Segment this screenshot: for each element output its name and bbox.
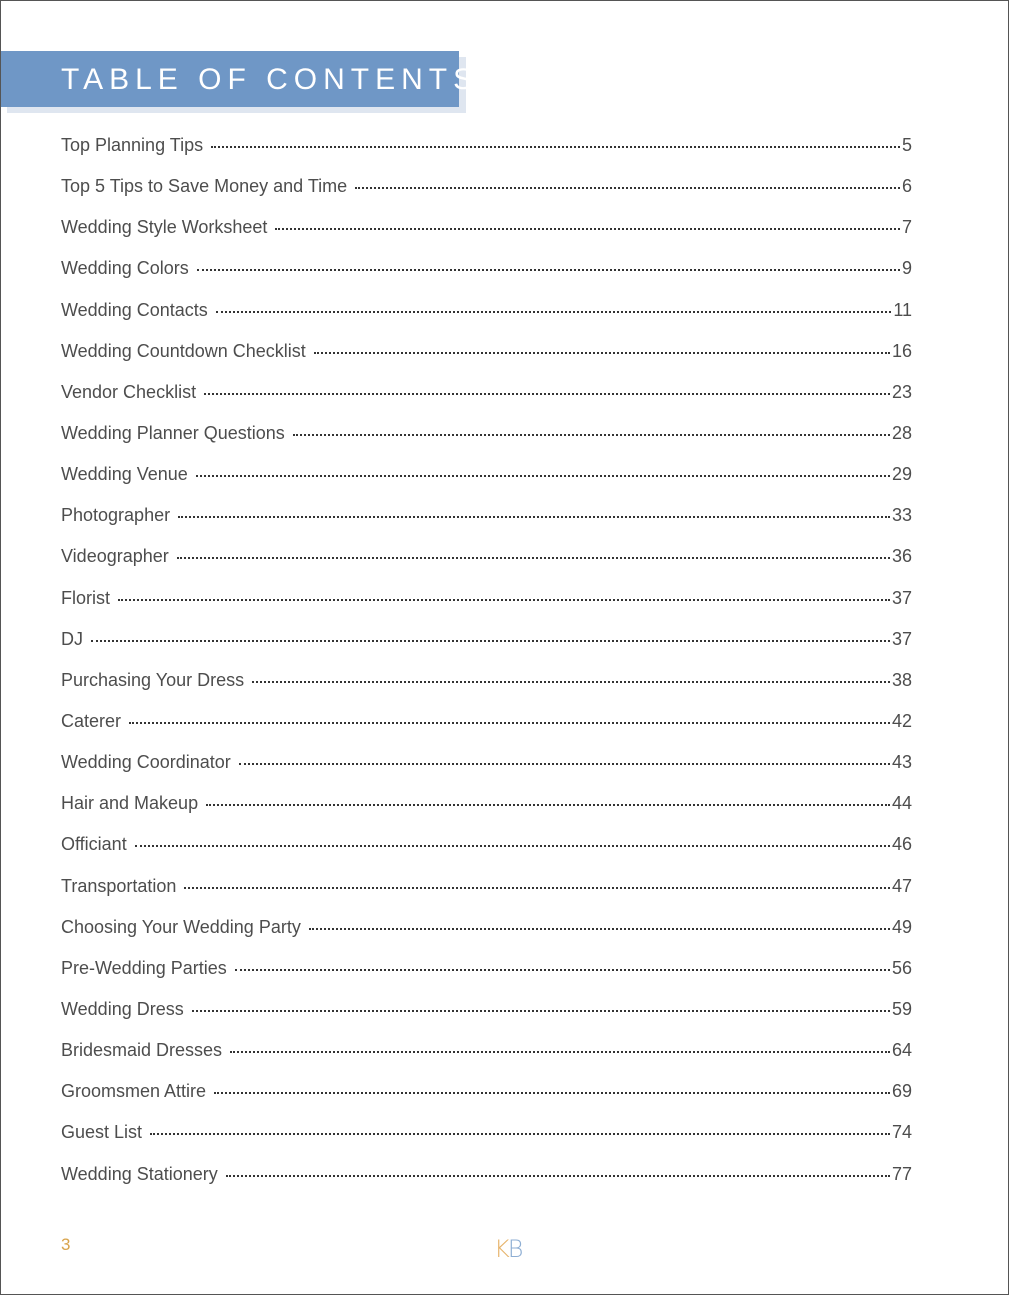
- toc-entry-title: Videographer: [61, 546, 169, 567]
- toc-entry-title: Wedding Planner Questions: [61, 422, 285, 443]
- dot-leader: [150, 1133, 890, 1135]
- toc-entry[interactable]: [61, 464, 912, 505]
- toc-entry-page: 56: [891, 957, 912, 978]
- toc-entry-page: 64: [891, 1040, 912, 1061]
- toc-entry[interactable]: [61, 711, 912, 752]
- toc-entry[interactable]: [61, 217, 912, 258]
- toc-entry-page: 46: [891, 834, 912, 855]
- toc-entry-page: 7: [901, 217, 912, 238]
- toc-entry[interactable]: [61, 546, 912, 587]
- toc-entry-page: 29: [891, 464, 912, 485]
- kb-logo: [494, 1235, 521, 1263]
- toc-entry[interactable]: [61, 917, 912, 958]
- toc-entry[interactable]: [61, 423, 912, 464]
- toc-entry[interactable]: [61, 1081, 912, 1122]
- dot-leader: [230, 1051, 890, 1053]
- toc-entry-page: 38: [891, 669, 912, 690]
- toc-entry-page: 74: [891, 1122, 912, 1143]
- toc-entry-title: Wedding Stationery: [61, 1163, 218, 1184]
- dot-leader: [206, 804, 890, 806]
- dot-leader: [355, 187, 900, 189]
- toc-entry-title: Top Planning Tips: [61, 135, 204, 155]
- toc-entry-title: Wedding Colors: [61, 258, 189, 279]
- toc-entry-page: 59: [891, 998, 912, 1019]
- toc-entry-page: 47: [891, 875, 912, 896]
- toc-entry-title: Caterer: [61, 710, 122, 731]
- toc-entry-page: 43: [891, 752, 912, 773]
- dot-leader: [129, 722, 890, 724]
- dot-leader: [214, 1092, 890, 1094]
- toc-entry[interactable]: [61, 752, 912, 793]
- toc-entry-title: Purchasing Your Dress: [61, 669, 245, 690]
- toc-entry-page: 23: [891, 381, 912, 402]
- toc-entry-page: 77: [891, 1163, 912, 1184]
- dot-leader: [196, 475, 890, 477]
- dot-leader: [275, 228, 900, 230]
- logo-letter-b: B: [507, 1235, 522, 1263]
- toc-entry-page: 37: [891, 587, 912, 608]
- toc-entry[interactable]: [61, 300, 912, 341]
- dot-leader: [192, 1010, 890, 1012]
- toc-entry-title: Wedding Dress: [61, 998, 184, 1019]
- dot-leader: [91, 640, 890, 642]
- toc-entry[interactable]: [61, 958, 912, 999]
- toc-entry-page: 6: [901, 176, 912, 197]
- toc-entry-page: 28: [891, 422, 912, 443]
- toc-entry-page: 5: [901, 135, 912, 155]
- toc-entry[interactable]: [61, 382, 912, 423]
- toc-entry-title: Wedding Venue: [61, 464, 188, 485]
- dot-leader: [118, 599, 890, 601]
- dot-leader: [252, 681, 890, 683]
- dot-leader: [235, 969, 890, 971]
- toc-entry-title: Guest List: [61, 1122, 143, 1143]
- toc-entry-title: Vendor Checklist: [61, 381, 197, 402]
- toc-entry-page: 9: [901, 258, 912, 279]
- dot-leader: [226, 1175, 890, 1177]
- toc-entry[interactable]: [61, 176, 912, 217]
- dot-leader: [177, 557, 890, 559]
- toc-entry-title: Wedding Countdown Checklist: [61, 340, 306, 361]
- toc-entry-page: 36: [891, 546, 912, 567]
- toc-entry[interactable]: [61, 258, 912, 299]
- dot-leader: [211, 146, 900, 148]
- toc-entry-page: 69: [891, 1081, 912, 1102]
- toc-entry[interactable]: [61, 834, 912, 875]
- dot-leader: [197, 269, 900, 271]
- toc-entry-page: 33: [891, 505, 912, 526]
- table-of-contents: [61, 135, 912, 1205]
- dot-leader: [184, 887, 890, 889]
- toc-entry[interactable]: [61, 588, 912, 629]
- toc-entry-title: Florist: [61, 587, 110, 608]
- toc-entry-page: 11: [893, 299, 912, 320]
- dot-leader: [309, 928, 890, 930]
- toc-entry[interactable]: [61, 1122, 912, 1163]
- toc-entry[interactable]: [61, 793, 912, 834]
- toc-entry-page: 37: [891, 628, 912, 649]
- dot-leader: [204, 393, 890, 395]
- toc-entry[interactable]: [61, 505, 912, 546]
- dot-leader: [293, 434, 890, 436]
- toc-entry[interactable]: [61, 1164, 912, 1205]
- dot-leader: [314, 352, 890, 354]
- toc-entry-title: Hair and Makeup: [61, 793, 199, 814]
- dot-leader: [239, 763, 890, 765]
- toc-entry-title: Pre-Wedding Parties: [61, 957, 227, 978]
- toc-entry-title: Transportation: [61, 875, 177, 896]
- toc-entry[interactable]: [61, 341, 912, 382]
- toc-entry-title: Groomsmen Attire: [61, 1081, 207, 1102]
- toc-entry-title: Top 5 Tips to Save Money and Time: [61, 176, 348, 197]
- toc-entry[interactable]: [61, 1040, 912, 1081]
- toc-entry[interactable]: [61, 876, 912, 917]
- page-title: TABLE OF CONTENTS: [61, 63, 480, 96]
- toc-entry-title: Wedding Contacts: [61, 299, 208, 320]
- toc-entry-page: 42: [891, 710, 912, 731]
- toc-entry[interactable]: [61, 629, 912, 670]
- toc-entry[interactable]: [61, 670, 912, 711]
- logo-letter-k: K: [494, 1235, 508, 1263]
- dot-leader: [216, 311, 892, 313]
- toc-entry-title: Wedding Coordinator: [61, 752, 231, 773]
- toc-entry-title: Bridesmaid Dresses: [61, 1040, 223, 1061]
- page-number: 3: [61, 1235, 71, 1254]
- toc-entry-page: 44: [891, 793, 912, 814]
- toc-entry-title: Choosing Your Wedding Party: [61, 916, 301, 937]
- dot-leader: [178, 516, 890, 518]
- toc-entry[interactable]: [61, 999, 912, 1040]
- toc-entry-page: 49: [891, 916, 912, 937]
- toc-entry[interactable]: [61, 135, 912, 176]
- toc-entry-title: DJ: [61, 628, 83, 649]
- toc-entry-title: Photographer: [61, 505, 171, 526]
- toc-entry-title: Wedding Style Worksheet: [61, 217, 268, 238]
- dot-leader: [135, 845, 890, 847]
- toc-entry-title: Officiant: [61, 834, 127, 855]
- toc-entry-page: 16: [891, 340, 912, 361]
